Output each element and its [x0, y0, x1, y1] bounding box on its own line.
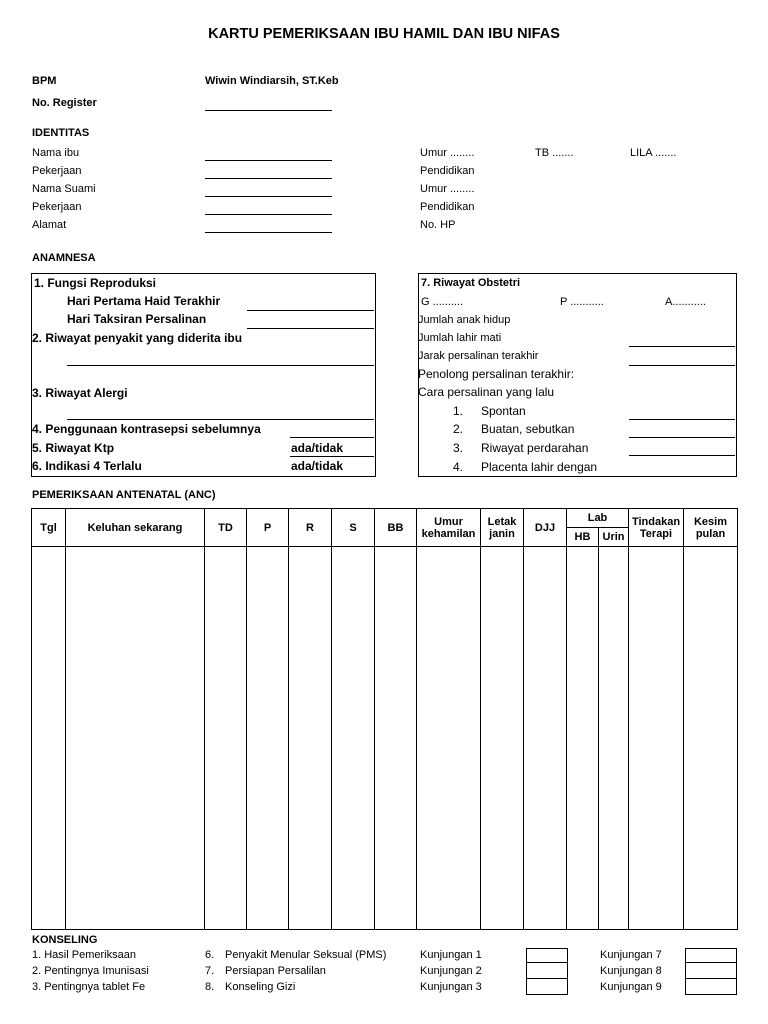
kesim-line1: Kesim — [693, 515, 728, 528]
col-r: R — [289, 509, 332, 547]
perdarahan-field[interactable] — [629, 455, 735, 456]
col-keluhan: Keluhan sekarang — [66, 509, 205, 547]
cell-kesimpulan[interactable] — [684, 547, 738, 930]
pekerjaan-ibu-field[interactable] — [205, 178, 332, 179]
col-td: TD — [205, 509, 247, 547]
col-bb: BB — [375, 509, 417, 547]
penolong-label: Penolong persalinan terakhir: — [418, 367, 575, 381]
htp-label: Hari Taksiran Persalinan — [67, 312, 207, 326]
kunjungan-7-box[interactable] — [685, 948, 737, 963]
col-umur-kehamilan — [417, 509, 481, 547]
indikasi-terlalu-label: 6. Indikasi 4 Terlalu — [32, 459, 142, 473]
col-kesimpulan — [684, 509, 738, 547]
kunjungan-2-label: Kunjungan 2 — [420, 965, 482, 977]
col-tindakan-terapi — [629, 509, 684, 547]
lahir-mati-field[interactable] — [629, 346, 735, 347]
no-hp-label: No. HP — [420, 219, 456, 231]
umur-ibu-label: Umur ........ — [420, 147, 475, 159]
nama-suami-label: Nama Suami — [32, 183, 96, 195]
riwayat-obstetri-label: 7. Riwayat Obstetri — [421, 277, 521, 289]
tb-label: TB ....... — [535, 147, 574, 159]
konseling-num-8: 8. — [205, 981, 215, 993]
cell-td[interactable] — [205, 547, 247, 930]
kunjungan-8-box[interactable] — [685, 963, 737, 979]
kunjungan-3-box[interactable] — [526, 979, 568, 995]
kunjungan-9-label: Kunjungan 9 — [600, 981, 662, 993]
riwayat-penyakit-label: 2. Riwayat penyakit yang diderita ibu — [32, 331, 243, 345]
persalinan-item-num-3: 3. — [453, 441, 464, 455]
konseling-item-2: 2. Pentingnya Imunisasi — [32, 965, 149, 977]
kesim-line2: pulan — [695, 527, 726, 540]
pekerjaan-ibu-label: Pekerjaan — [32, 165, 82, 177]
col-tgl: Tgl — [32, 509, 66, 547]
pendidikan-suami-label: Pendidikan — [420, 201, 475, 213]
col-hb: HB — [567, 528, 599, 547]
cell-tgl[interactable] — [32, 547, 66, 930]
fungsi-reproduksi-label: 1. Fungsi Reproduksi — [34, 276, 157, 290]
riwayat-alergi-field[interactable] — [67, 419, 374, 420]
kunjungan-7-label: Kunjungan 7 — [600, 949, 662, 961]
jarak-persalinan-field[interactable] — [629, 365, 735, 366]
kunjungan-2-box[interactable] — [526, 963, 568, 979]
alamat-field[interactable] — [205, 232, 332, 233]
letak-line2: janin — [489, 527, 515, 540]
cell-djj[interactable] — [524, 547, 567, 930]
hpht-field[interactable] — [247, 310, 374, 311]
page-title: KARTU PEMERIKSAAN IBU HAMIL DAN IBU NIFAS — [208, 26, 560, 42]
riwayat-ktp-label: 5. Riwayat Ktp — [32, 441, 115, 455]
tindakan-line1: Tindakan — [631, 515, 681, 528]
cara-persalinan-label: Cara persalinan yang lalu — [418, 385, 555, 399]
buatan-field[interactable] — [629, 437, 735, 438]
htp-field[interactable] — [247, 328, 374, 329]
konseling-num-7: 7. — [205, 965, 215, 977]
col-p: P — [247, 509, 289, 547]
spontan-field[interactable] — [629, 419, 735, 420]
gravida-label: G .......... — [421, 296, 464, 308]
persalinan-item-num-2: 2. — [453, 422, 464, 436]
nama-suami-field[interactable] — [205, 196, 332, 197]
persalinan-item-perdarahan: Riwayat perdarahan — [481, 441, 589, 455]
kunjungan-3-label: Kunjungan 3 — [420, 981, 482, 993]
cell-urin[interactable] — [599, 547, 629, 930]
kunjungan-8-label: Kunjungan 8 — [600, 965, 662, 977]
para-label: P ........... — [560, 296, 604, 308]
anc-table — [31, 508, 738, 930]
nama-ibu-label: Nama ibu — [32, 147, 80, 159]
letak-line1: Letak — [487, 515, 517, 528]
umur-line1: Umur — [434, 515, 463, 528]
col-urin: Urin — [599, 528, 629, 547]
persalinan-item-spontan: Spontan — [481, 404, 526, 418]
konseling-item-3: 3. Pentingnya tablet Fe — [32, 981, 146, 993]
konseling-item-6: Penyakit Menular Seksual (PMS) — [225, 949, 387, 961]
bpm-value: Wiwin Windiarsih, ST.Keb — [205, 75, 339, 87]
anamnesa-heading: ANAMNESA — [32, 252, 96, 264]
cell-tindakan[interactable] — [629, 547, 684, 930]
kunjungan-1-label: Kunjungan 1 — [420, 949, 482, 961]
kunjungan-1-box[interactable] — [526, 948, 568, 963]
col-s: S — [332, 509, 375, 547]
col-djj: DJJ — [524, 509, 567, 547]
indikasi-terlalu-value[interactable]: ada/tidak — [291, 459, 344, 473]
konseling-heading: KONSELING — [32, 934, 98, 946]
persalinan-item-num-4: 4. — [453, 460, 464, 474]
cell-umur[interactable] — [417, 547, 481, 930]
konseling-item-8: Konseling Gizi — [225, 981, 296, 993]
umur-line2: kehamilan — [421, 527, 476, 540]
persalinan-item-buatan: Buatan, sebutkan — [481, 422, 575, 436]
cell-bb[interactable] — [375, 547, 417, 930]
umur-suami-label: Umur ........ — [420, 183, 475, 195]
riwayat-alergi-label: 3. Riwayat Alergi — [32, 386, 128, 400]
lahir-mati-label: Jumlah lahir mati — [418, 332, 502, 344]
alamat-label: Alamat — [32, 219, 67, 231]
ktp-divider — [290, 456, 374, 457]
pendidikan-ibu-label: Pendidikan — [420, 165, 475, 177]
register-label: No. Register — [32, 97, 97, 109]
jarak-persalinan-label: Jarak persalinan terakhir — [418, 350, 539, 362]
cell-letak[interactable] — [481, 547, 524, 930]
tindakan-line2: Terapi — [639, 527, 673, 540]
kontrasepsi-field[interactable] — [290, 437, 374, 438]
cell-r[interactable] — [289, 547, 332, 930]
konseling-item-1: 1. Hasil Pemeriksaan — [32, 949, 136, 961]
nama-ibu-field[interactable] — [205, 160, 332, 161]
konseling-num-6: 6. — [205, 949, 215, 961]
bpm-label: BPM — [32, 75, 57, 87]
cell-hb[interactable] — [567, 547, 599, 930]
abortus-label: A........... — [665, 296, 706, 308]
anc-heading: PEMERIKSAAN ANTENATAL (ANC) — [32, 489, 216, 501]
konseling-item-7: Persiapan Persalilan — [225, 965, 326, 977]
persalinan-item-num-1: 1. — [453, 404, 464, 418]
kontrasepsi-label: 4. Penggunaan kontrasepsi sebelumnya — [32, 422, 261, 436]
kunjungan-9-box[interactable] — [685, 979, 737, 995]
riwayat-penyakit-field[interactable] — [67, 365, 374, 366]
col-lab: Lab — [567, 509, 629, 528]
cell-s[interactable] — [332, 547, 375, 930]
col-letak-janin — [481, 509, 524, 547]
hpht-label: Hari Pertama Haid Terakhir — [67, 294, 221, 308]
anak-hidup-label: Jumlah anak hidup — [418, 314, 511, 326]
lila-label: LILA ....... — [630, 147, 677, 159]
persalinan-item-placenta: Placenta lahir dengan — [481, 460, 598, 474]
register-field[interactable] — [205, 110, 332, 111]
riwayat-ktp-value[interactable]: ada/tidak — [291, 441, 344, 455]
pekerjaan-suami-field[interactable] — [205, 214, 332, 215]
cell-keluhan[interactable] — [66, 547, 205, 930]
cell-p[interactable] — [247, 547, 289, 930]
identitas-heading: IDENTITAS — [32, 127, 90, 139]
pekerjaan-suami-label: Pekerjaan — [32, 201, 82, 213]
